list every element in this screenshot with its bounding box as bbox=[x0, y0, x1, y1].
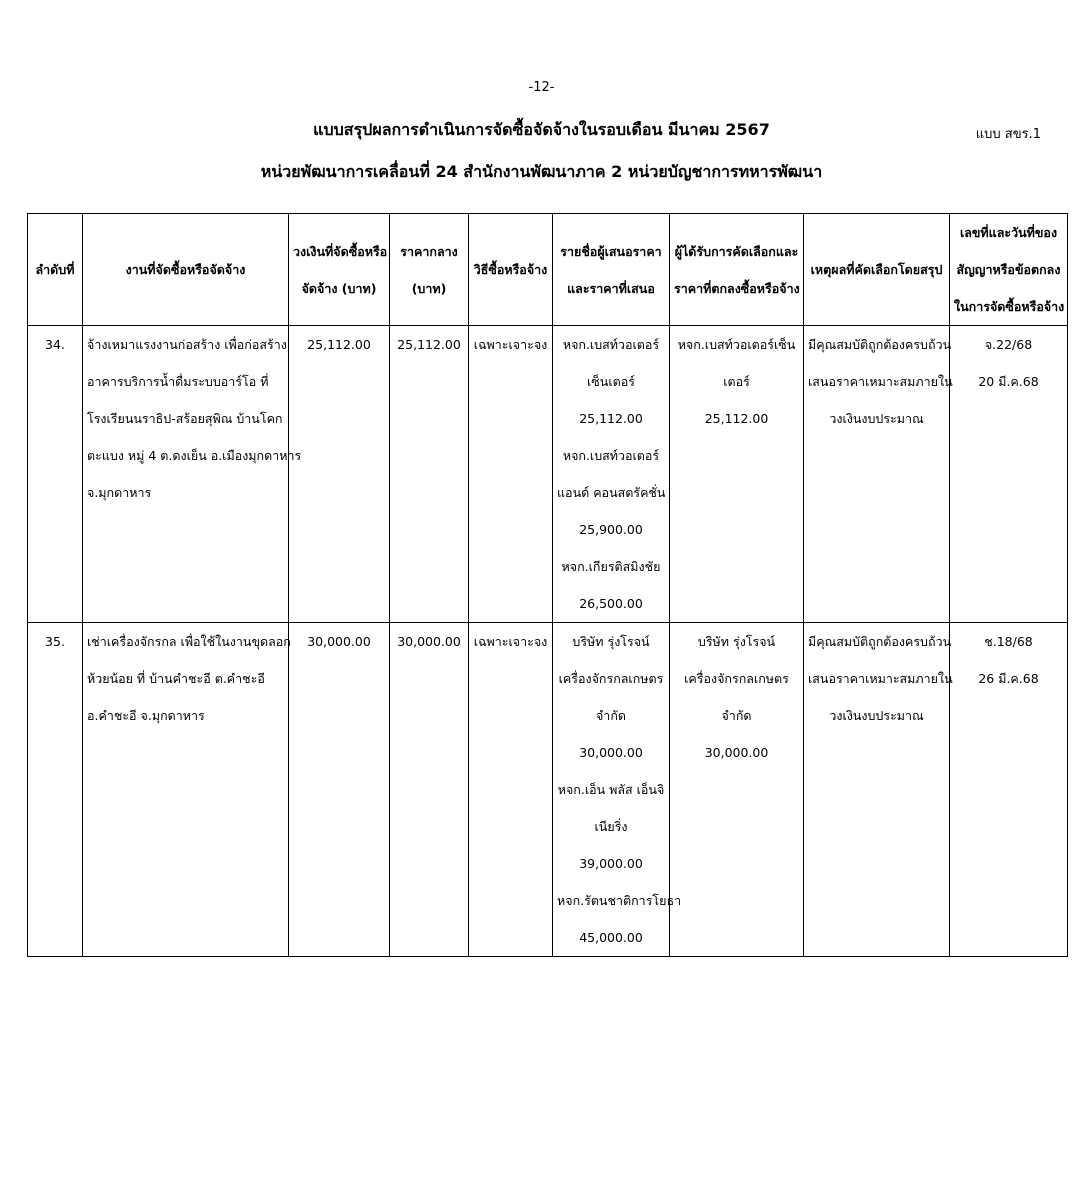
header-no: ลำดับที่ bbox=[28, 214, 83, 326]
row-winner bbox=[670, 326, 804, 623]
bidder-line: หจก.เบสท์วอเตอร์ bbox=[562, 337, 660, 352]
work-line: ห้วยน้อย ที่ บ้านคำชะอี ต.คำชะอี bbox=[87, 671, 265, 686]
bidder-line: เซ็นเตอร์ bbox=[587, 374, 635, 389]
row-contract bbox=[950, 326, 1068, 623]
row-work bbox=[83, 623, 289, 957]
work-line: อ.คำชะอี จ.มุกดาหาร bbox=[87, 708, 205, 723]
document-title: แบบสรุปผลการดำเนินการจัดซื้อจัดจ้างในรอบเดือน มีนาคม 2567 bbox=[313, 120, 770, 139]
winner-line: หจก.เบสท์วอเตอร์เซ็น bbox=[677, 337, 796, 352]
contract-line: 26 มี.ค.68 bbox=[978, 671, 1039, 686]
bidder-line: เนียริ่ง bbox=[594, 819, 628, 834]
header-method: วิธีซื้อหรือจ้าง bbox=[469, 214, 553, 326]
row-method: เฉพาะเจาะจง bbox=[469, 623, 553, 957]
winner-line: จำกัด bbox=[721, 708, 752, 723]
table-row bbox=[28, 623, 1068, 957]
bidder-line: 25,112.00 bbox=[579, 411, 643, 426]
header-budget-line: วงเงินที่จัดซื้อหรือ bbox=[293, 243, 388, 259]
contract-line: ช.18/68 bbox=[984, 634, 1033, 649]
reason-line: เสนอราคาเหมาะสมภายใน bbox=[808, 374, 953, 389]
bidder-line: 30,000.00 bbox=[579, 745, 643, 760]
work-line: โรงเรียนนราธิป-สร้อยสุพิณ บ้านโคก bbox=[87, 411, 283, 426]
bidder-line: 39,000.00 bbox=[579, 856, 643, 871]
row-no: 34. bbox=[28, 326, 83, 623]
bidder-line: หจก.รัตนชาติการโยธา bbox=[557, 893, 682, 908]
reason-line: มีคุณสมบัติถูกต้องครบถ้วน bbox=[808, 634, 952, 649]
winner-line: เครื่องจักรกลเกษตร bbox=[684, 671, 789, 686]
reason-line: มีคุณสมบัติถูกต้องครบถ้วน bbox=[808, 337, 952, 352]
reason-line: วงเงินงบประมาณ bbox=[829, 411, 924, 426]
row-reason bbox=[804, 623, 953, 957]
row-no: 35. bbox=[28, 623, 83, 957]
row-bidders bbox=[553, 326, 670, 623]
work-line: จ้างเหมาแรงงานก่อสร้าง เพื่อก่อสร้าง bbox=[87, 337, 287, 352]
table-row bbox=[28, 326, 1068, 623]
header-work: งานที่จัดซื้อหรือจัดจ้าง bbox=[83, 214, 289, 326]
bidder-line: หจก.เบสท์วอเตอร์ bbox=[562, 448, 660, 463]
header-median-line: (บาท) bbox=[411, 280, 447, 296]
work-line: ตะแบง หมู่ 4 ต.ดงเย็น อ.เมืองมุกดาหาร bbox=[87, 448, 302, 463]
header-contract-line: เลขที่และวันที่ของ bbox=[959, 225, 1058, 240]
winner-line: 30,000.00 bbox=[704, 745, 769, 760]
work-line: อาคารบริการน้ำดื่มระบบอาร์โอ ที่ bbox=[87, 374, 269, 389]
bidder-line: เครื่องจักรกลเกษตร bbox=[558, 671, 664, 686]
bidder-line: หจก.เกียรติสมิงชัย bbox=[561, 559, 661, 574]
header-bidders-line: รายชื่อผู้เสนอราคา bbox=[560, 243, 662, 259]
winner-line: เตอร์ bbox=[723, 374, 750, 389]
bidder-line: 25,900.00 bbox=[579, 522, 643, 537]
row-budget: 30,000.00 bbox=[289, 623, 390, 957]
bidder-line: หจก.เอ็น พลัส เอ็นจิ bbox=[557, 782, 665, 797]
row-bidders bbox=[553, 623, 682, 957]
header-winner-line: ผู้ได้รับการคัดเลือกและ bbox=[674, 243, 799, 259]
header-median-line: ราคากลาง bbox=[400, 243, 458, 259]
contract-line: จ.22/68 bbox=[984, 337, 1033, 352]
row-median: 25,112.00 bbox=[390, 326, 469, 623]
document-subtitle: หน่วยพัฒนาการเคลื่อนที่ 24 สำนักงานพัฒนาภาค 2 หน่วยบัญชาการทหารพัฒนา bbox=[260, 162, 823, 181]
row-method: เฉพาะเจาะจง bbox=[469, 326, 553, 623]
row-reason bbox=[804, 326, 953, 623]
winner-line: 25,112.00 bbox=[704, 411, 769, 426]
header-reason: เหตุผลที่คัดเลือกโดยสรุป bbox=[804, 214, 950, 326]
row-winner bbox=[670, 623, 804, 957]
header-bidders bbox=[553, 214, 670, 326]
winner-line: บริษัท รุ่งโรจน์ bbox=[697, 634, 776, 649]
row-budget: 25,112.00 bbox=[289, 326, 390, 623]
bidder-line: จำกัด bbox=[595, 708, 627, 723]
form-code: แบบ สขร.1 bbox=[975, 127, 1041, 142]
bidder-line: 26,500.00 bbox=[579, 596, 643, 611]
bidder-line: 45,000.00 bbox=[579, 930, 643, 945]
reason-line: วงเงินงบประมาณ bbox=[829, 708, 924, 723]
header-contract bbox=[950, 214, 1068, 326]
header-median bbox=[390, 214, 469, 326]
contract-line: 20 มี.ค.68 bbox=[978, 374, 1039, 389]
row-contract bbox=[950, 623, 1068, 957]
header-bidders-line: และราคาที่เสนอ bbox=[567, 280, 655, 296]
procurement-table bbox=[27, 213, 1068, 957]
reason-line: เสนอราคาเหมาะสมภายใน bbox=[808, 671, 953, 686]
header-row bbox=[28, 214, 1068, 326]
page-number: -12- bbox=[528, 80, 555, 95]
work-line: เช่าเครื่องจักรกล เพื่อใช้ในงานขุดลอก bbox=[87, 634, 291, 649]
row-work bbox=[83, 326, 302, 623]
header-winner-line: ราคาที่ตกลงซื้อหรือจ้าง bbox=[674, 280, 800, 296]
work-line: จ.มุกดาหาร bbox=[87, 485, 152, 500]
bidder-line: แอนด์ คอนสตรัคชั่น bbox=[557, 485, 666, 500]
header-contract-line: ในการจัดซื้อหรือจ้าง bbox=[954, 299, 1065, 314]
header-budget-line: จัดจ้าง (บาท) bbox=[301, 280, 377, 296]
header-winner bbox=[670, 214, 804, 326]
header-budget bbox=[289, 214, 390, 326]
row-median: 30,000.00 bbox=[390, 623, 469, 957]
header-contract-line: สัญญาหรือข้อตกลง bbox=[956, 262, 1061, 277]
bidder-line: บริษัท รุ่งโรจน์ bbox=[572, 634, 650, 649]
